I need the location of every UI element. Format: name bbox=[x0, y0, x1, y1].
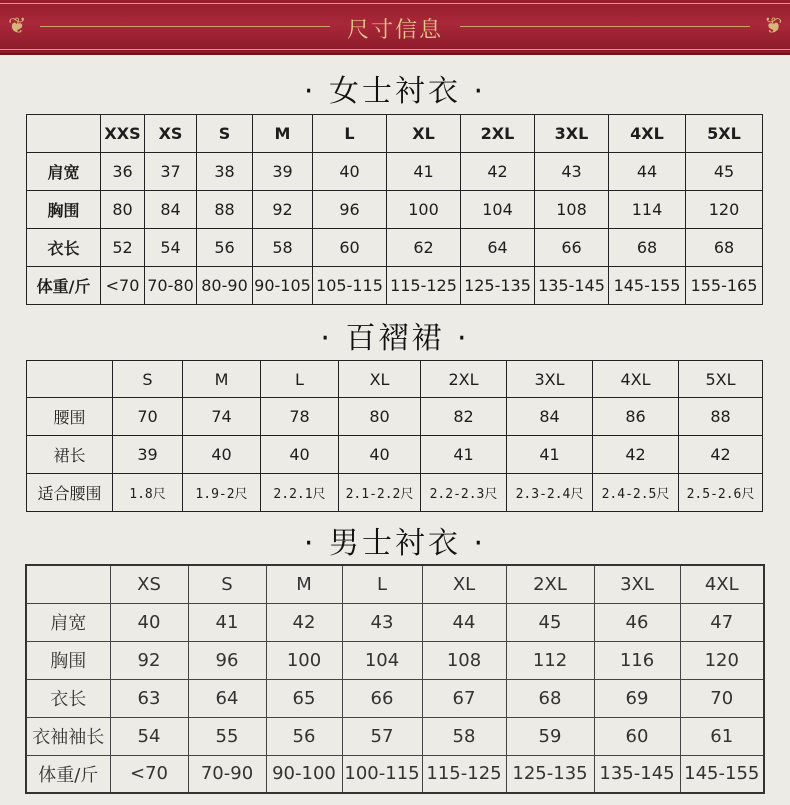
table-cell: <70 bbox=[110, 755, 188, 793]
table-cell: 54 bbox=[110, 717, 188, 755]
table-cell: 84 bbox=[507, 398, 593, 436]
table-cell: 66 bbox=[342, 679, 422, 717]
table-cell: 55 bbox=[188, 717, 266, 755]
table-cell: 120 bbox=[680, 641, 764, 679]
table-cell: 100-115 bbox=[342, 755, 422, 793]
table-cell: 116 bbox=[594, 641, 680, 679]
header-cell: 4XL bbox=[593, 361, 679, 398]
table-cell: 67 bbox=[422, 679, 506, 717]
table-cell: 70-90 bbox=[188, 755, 266, 793]
table-cell: 40 bbox=[183, 436, 261, 474]
table-cell: 104 bbox=[461, 191, 535, 229]
table-row bbox=[26, 603, 764, 641]
table-cell: 44 bbox=[609, 153, 686, 191]
table-row bbox=[27, 153, 763, 191]
table-cell: 88 bbox=[679, 398, 763, 436]
table-row bbox=[26, 755, 764, 793]
table-row bbox=[27, 229, 763, 267]
table-cell: 64 bbox=[188, 679, 266, 717]
table-row bbox=[27, 191, 763, 229]
table-cell: 2.2.1尺 bbox=[261, 474, 339, 512]
table-cell: 63 bbox=[110, 679, 188, 717]
table-cell: 40 bbox=[110, 603, 188, 641]
table-cell: 40 bbox=[261, 436, 339, 474]
table-row bbox=[27, 267, 763, 305]
header-cell: M bbox=[266, 565, 342, 603]
table-cell: 43 bbox=[535, 153, 609, 191]
table-cell: 65 bbox=[266, 679, 342, 717]
table-cell: 125-135 bbox=[461, 267, 535, 305]
row-label: 衣长 bbox=[27, 229, 101, 267]
table-cell: 145-155 bbox=[680, 755, 764, 793]
header-cell bbox=[27, 115, 101, 153]
header-cell: L bbox=[261, 361, 339, 398]
table-cell: 100 bbox=[387, 191, 461, 229]
table-cell: 57 bbox=[342, 717, 422, 755]
table-cell: 78 bbox=[261, 398, 339, 436]
table-cell: 44 bbox=[422, 603, 506, 641]
table-cell: 61 bbox=[680, 717, 764, 755]
table-header-row bbox=[27, 115, 763, 153]
table-cell: 80 bbox=[339, 398, 421, 436]
row-label: 裙长 bbox=[27, 436, 113, 474]
table-cell: 74 bbox=[183, 398, 261, 436]
row-label: 胸围 bbox=[27, 191, 101, 229]
table-cell: 39 bbox=[113, 436, 183, 474]
header-cell: L bbox=[313, 115, 387, 153]
table-cell: 86 bbox=[593, 398, 679, 436]
table-cell: 40 bbox=[313, 153, 387, 191]
table-cell: 96 bbox=[313, 191, 387, 229]
banner-top-rule bbox=[0, 3, 790, 4]
header-cell: XL bbox=[422, 565, 506, 603]
table-cell: 60 bbox=[594, 717, 680, 755]
mens-shirt-size-table bbox=[25, 564, 765, 794]
table-cell: 114 bbox=[609, 191, 686, 229]
table-cell: 38 bbox=[197, 153, 253, 191]
table-cell: 70 bbox=[113, 398, 183, 436]
womens-shirt-size-table bbox=[26, 114, 763, 305]
table-cell: 92 bbox=[110, 641, 188, 679]
header-cell bbox=[27, 361, 113, 398]
pleated-skirt-size-table bbox=[26, 360, 763, 512]
header-cell: 2XL bbox=[461, 115, 535, 153]
table-cell: 135-145 bbox=[535, 267, 609, 305]
header-cell: XL bbox=[339, 361, 421, 398]
table-cell: 82 bbox=[421, 398, 507, 436]
table-cell: 1.8尺 bbox=[113, 474, 183, 512]
table-cell: 2.3-2.4尺 bbox=[507, 474, 593, 512]
table-cell: 2.4-2.5尺 bbox=[593, 474, 679, 512]
table-cell: 68 bbox=[506, 679, 594, 717]
header-cell: M bbox=[253, 115, 313, 153]
header-cell: S bbox=[188, 565, 266, 603]
table-cell: 41 bbox=[421, 436, 507, 474]
header-cell: 3XL bbox=[535, 115, 609, 153]
table-cell: 43 bbox=[342, 603, 422, 641]
table-cell: 1.9-2尺 bbox=[183, 474, 261, 512]
table-row bbox=[27, 474, 763, 512]
table-header-row bbox=[26, 565, 764, 603]
table-row bbox=[26, 641, 764, 679]
table-cell: 2.5-2.6尺 bbox=[679, 474, 763, 512]
table-cell: 47 bbox=[680, 603, 764, 641]
header-cell: 4XL bbox=[680, 565, 764, 603]
row-label: 腰围 bbox=[27, 398, 113, 436]
header-banner bbox=[0, 0, 790, 55]
table-row bbox=[26, 679, 764, 717]
table-cell: 105-115 bbox=[313, 267, 387, 305]
section-title-mens-shirt: · 男士衬衣 · bbox=[303, 526, 487, 561]
table-cell: 39 bbox=[253, 153, 313, 191]
table-cell: 41 bbox=[507, 436, 593, 474]
table-cell: 2.1-2.2尺 bbox=[339, 474, 421, 512]
header-cell: M bbox=[183, 361, 261, 398]
row-label: 体重/斤 bbox=[27, 267, 101, 305]
table-cell: 112 bbox=[506, 641, 594, 679]
table-cell: 92 bbox=[253, 191, 313, 229]
table-cell: 90-100 bbox=[266, 755, 342, 793]
header-cell: S bbox=[113, 361, 183, 398]
section-title-pleated-skirt: · 百褶裙 · bbox=[320, 321, 470, 356]
table-cell: 42 bbox=[593, 436, 679, 474]
table-cell: 56 bbox=[197, 229, 253, 267]
left-ornament-icon: ❦ bbox=[8, 14, 27, 39]
table-cell: 68 bbox=[686, 229, 763, 267]
table-cell: 36 bbox=[101, 153, 145, 191]
banner-right-line bbox=[460, 26, 750, 27]
table-cell: 42 bbox=[266, 603, 342, 641]
table-cell: 41 bbox=[387, 153, 461, 191]
table-cell: 68 bbox=[609, 229, 686, 267]
table-cell: 104 bbox=[342, 641, 422, 679]
table-cell: 56 bbox=[266, 717, 342, 755]
table-cell: 80 bbox=[101, 191, 145, 229]
table-cell: 135-145 bbox=[594, 755, 680, 793]
row-label: 肩宽 bbox=[26, 603, 110, 641]
header-cell: 5XL bbox=[686, 115, 763, 153]
header-cell bbox=[26, 565, 110, 603]
table-cell: 46 bbox=[594, 603, 680, 641]
table-cell: 80-90 bbox=[197, 267, 253, 305]
table-row bbox=[27, 398, 763, 436]
table-cell: 58 bbox=[253, 229, 313, 267]
table-cell: 120 bbox=[686, 191, 763, 229]
header-cell: XS bbox=[145, 115, 197, 153]
table-cell: 100 bbox=[266, 641, 342, 679]
header-cell: 2XL bbox=[506, 565, 594, 603]
row-label: 适合腰围 bbox=[27, 474, 113, 512]
header-cell: XXS bbox=[101, 115, 145, 153]
header-cell: 3XL bbox=[594, 565, 680, 603]
row-label: 体重/斤 bbox=[26, 755, 110, 793]
table-cell: 45 bbox=[506, 603, 594, 641]
table-cell: 145-155 bbox=[609, 267, 686, 305]
table-cell: 96 bbox=[188, 641, 266, 679]
table-cell: 115-125 bbox=[387, 267, 461, 305]
table-cell: 69 bbox=[594, 679, 680, 717]
table-row bbox=[27, 436, 763, 474]
table-cell: 2.2-2.3尺 bbox=[421, 474, 507, 512]
table-cell: 70 bbox=[680, 679, 764, 717]
table-cell: 40 bbox=[339, 436, 421, 474]
table-cell: 108 bbox=[535, 191, 609, 229]
table-cell: 115-125 bbox=[422, 755, 506, 793]
row-label: 衣长 bbox=[26, 679, 110, 717]
header-cell: L bbox=[342, 565, 422, 603]
section-title-womens-shirt: · 女士衬衣 · bbox=[303, 74, 487, 109]
table-cell: 64 bbox=[461, 229, 535, 267]
table-cell: 70-80 bbox=[145, 267, 197, 305]
table-cell: <70 bbox=[101, 267, 145, 305]
table-cell: 58 bbox=[422, 717, 506, 755]
table-cell: 108 bbox=[422, 641, 506, 679]
header-cell: 2XL bbox=[421, 361, 507, 398]
row-label: 胸围 bbox=[26, 641, 110, 679]
table-cell: 41 bbox=[188, 603, 266, 641]
header-cell: 5XL bbox=[679, 361, 763, 398]
table-cell: 54 bbox=[145, 229, 197, 267]
row-label: 衣袖袖长 bbox=[26, 717, 110, 755]
table-header-row bbox=[27, 361, 763, 398]
table-cell: 62 bbox=[387, 229, 461, 267]
right-ornament-icon: ❦ bbox=[763, 14, 782, 39]
table-cell: 45 bbox=[686, 153, 763, 191]
table-cell: 66 bbox=[535, 229, 609, 267]
table-cell: 42 bbox=[461, 153, 535, 191]
table-cell: 84 bbox=[145, 191, 197, 229]
table-cell: 60 bbox=[313, 229, 387, 267]
banner-title: 尺寸信息 bbox=[346, 18, 443, 43]
table-cell: 59 bbox=[506, 717, 594, 755]
table-cell: 37 bbox=[145, 153, 197, 191]
header-cell: S bbox=[197, 115, 253, 153]
table-cell: 52 bbox=[101, 229, 145, 267]
header-cell: XL bbox=[387, 115, 461, 153]
header-cell: 4XL bbox=[609, 115, 686, 153]
table-cell: 155-165 bbox=[686, 267, 763, 305]
header-cell: XS bbox=[110, 565, 188, 603]
table-cell: 90-105 bbox=[253, 267, 313, 305]
table-cell: 88 bbox=[197, 191, 253, 229]
banner-bottom-rule bbox=[0, 49, 790, 50]
table-cell: 42 bbox=[679, 436, 763, 474]
table-row bbox=[26, 717, 764, 755]
row-label: 肩宽 bbox=[27, 153, 101, 191]
header-cell: 3XL bbox=[507, 361, 593, 398]
table-cell: 125-135 bbox=[506, 755, 594, 793]
